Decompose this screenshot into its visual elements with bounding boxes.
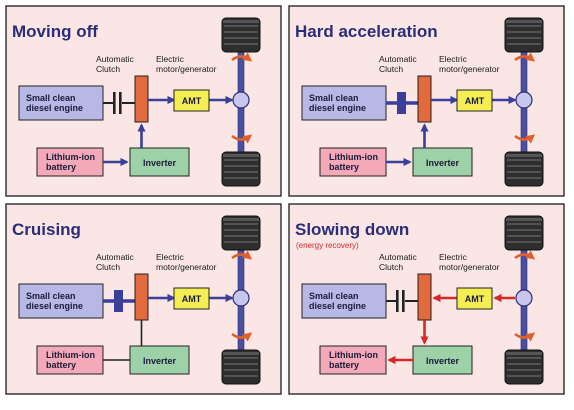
- panel-title: Hard acceleration: [295, 22, 438, 41]
- battery-label: Lithium-ion battery: [46, 152, 95, 172]
- engine-label: Small clean diesel engine: [309, 93, 367, 113]
- motor-box: [135, 76, 148, 122]
- amt-label: AMT: [181, 294, 202, 304]
- engine-label: Small clean diesel engine: [26, 291, 84, 311]
- front-wheel-icon: [505, 18, 543, 52]
- clutch-plate-a: [397, 92, 402, 114]
- amt-label: AMT: [464, 96, 485, 106]
- battery-label: Lithium-ion battery: [329, 152, 378, 172]
- panel-title: Moving off: [12, 22, 98, 41]
- amt-label: AMT: [181, 96, 202, 106]
- motor-box: [418, 76, 431, 122]
- battery-label: Lithium-ion battery: [329, 350, 378, 370]
- differential-hub: [233, 92, 249, 108]
- front-wheel-icon: [505, 216, 543, 250]
- inverter-label: Inverter: [142, 158, 177, 168]
- differential-hub: [233, 290, 249, 306]
- clutch-plate-a: [114, 290, 119, 312]
- motor-label: Electric motor/generator: [156, 252, 217, 272]
- clutch-label: Automatic Clutch: [379, 252, 417, 272]
- clutch-label: Automatic Clutch: [96, 54, 134, 74]
- panel-2: [289, 6, 564, 196]
- panel-title: Cruising: [12, 220, 81, 239]
- rear-wheel-icon: [222, 350, 260, 384]
- rear-wheel-icon: [222, 152, 260, 186]
- engine-label: Small clean diesel engine: [309, 291, 367, 311]
- panel-title: Slowing down: [295, 220, 410, 239]
- inverter-label: Inverter: [142, 356, 177, 366]
- motor-box: [418, 274, 431, 320]
- clutch-label: Automatic Clutch: [379, 54, 417, 74]
- amt-label: AMT: [464, 294, 485, 304]
- panel-subtitle: (energy recovery): [296, 241, 359, 250]
- rear-wheel-icon: [505, 152, 543, 186]
- clutch-plate-b: [119, 290, 123, 312]
- clutch-plate-b: [402, 290, 405, 312]
- clutch-plate-b: [402, 92, 406, 114]
- motor-label: Electric motor/generator: [439, 252, 500, 272]
- front-wheel-icon: [222, 216, 260, 250]
- rear-wheel-icon: [505, 350, 543, 384]
- differential-hub: [516, 92, 532, 108]
- panel-3: [6, 204, 281, 394]
- motor-label: Electric motor/generator: [439, 54, 500, 74]
- engine-label: Small clean diesel engine: [26, 93, 84, 113]
- motor-label: Electric motor/generator: [156, 54, 217, 74]
- front-wheel-icon: [222, 18, 260, 52]
- inverter-label: Inverter: [425, 158, 460, 168]
- clutch-plate-b: [119, 92, 122, 114]
- inverter-label: Inverter: [425, 356, 460, 366]
- clutch-plate-a: [396, 290, 399, 312]
- differential-hub: [516, 290, 532, 306]
- motor-box: [135, 274, 148, 320]
- clutch-plate-a: [113, 92, 116, 114]
- battery-label: Lithium-ion battery: [46, 350, 95, 370]
- panel-1: [6, 6, 281, 196]
- panel-4: [289, 204, 564, 394]
- clutch-label: Automatic Clutch: [96, 252, 134, 272]
